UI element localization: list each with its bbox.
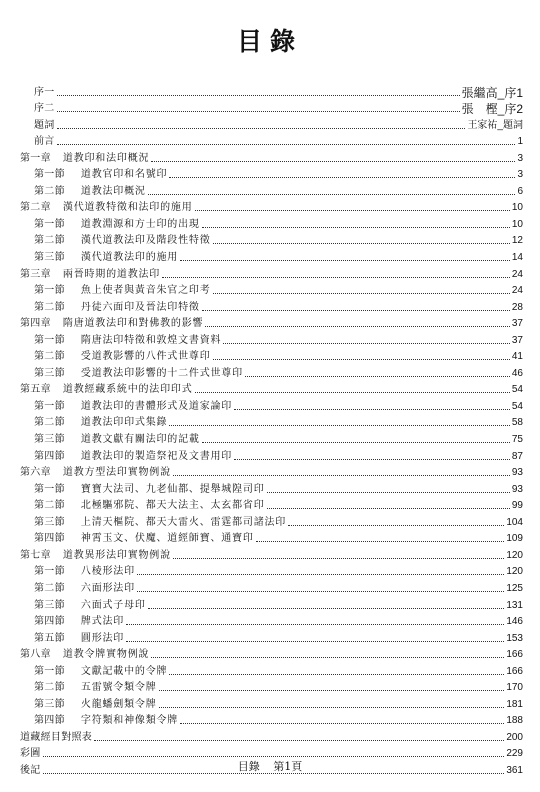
toc-entry-label: 第三節 [34,434,65,446]
toc-entry-title: 道教令牌實物例說 [62,649,150,661]
toc-chapter-entry[interactable] [20,380,523,397]
toc-dot-leader [195,391,510,393]
footer-section-label: 目錄 [237,760,260,773]
toc-section-entry[interactable] [20,711,523,728]
toc-entry-title: 道教法印印式集錄 [80,417,168,429]
toc-page-number: 93 [511,467,523,479]
toc-page-number: 146 [506,616,523,628]
toc-section-entry[interactable] [20,612,523,629]
toc-page-number: 37 [511,318,523,330]
toc-entry-title: 道教法印的書體形式及道家論印 [80,400,233,412]
toc-section-entry[interactable] [20,363,523,380]
toc-page-number: 24 [511,268,523,280]
toc-entry-label: 第五節 [34,632,65,644]
toc-page-number: 12 [511,235,523,247]
toc-section-entry[interactable] [20,165,523,182]
toc-page-number: 28 [511,301,523,313]
toc-page-number: 109 [506,533,523,545]
toc-page-number: 87 [511,450,523,462]
toc-page-number: 張 樫_序2 [461,102,523,117]
toc-dot-leader [213,358,510,360]
toc-dot-leader [267,507,510,509]
toc-entry-title: 牌式法印 [80,616,125,628]
toc-entry-title: 北極驅邪院、都天大法主、太玄都省印 [80,500,265,512]
toc-entry-label: 第四節 [34,616,65,628]
toc-entry-title: 道教方型法印實物例說 [62,467,171,479]
toc-dot-leader [213,242,510,244]
toc-entry-title: 道教經藏系統中的法印印式 [62,384,193,396]
toc-front-matter-entry[interactable] [20,132,523,149]
toc-page-number: 3 [517,169,523,181]
toc-page-number: 54 [511,384,523,396]
toc-entry-title: 道教印和法印概況 [62,152,150,164]
toc-page-number: 125 [506,582,523,594]
toc-dot-leader [57,94,460,96]
toc-page-number: 3 [517,152,523,164]
toc-entry-label: 第一節 [34,285,65,297]
toc-entry-label: 第一章 [20,152,51,164]
toc-dot-leader [159,706,505,708]
toc-entry-label: 第一節 [34,665,65,677]
toc-chapter-entry[interactable] [20,264,523,281]
toc-entry-title: 字符類和神像類令牌 [80,715,179,727]
toc-page-number: 46 [511,367,523,379]
toc-dot-leader [234,458,510,460]
toc-page-number: 200 [506,731,523,743]
toc-dot-leader [151,160,515,162]
toc-dot-leader [173,474,510,476]
toc-dot-leader [245,375,510,377]
toc-section-entry[interactable] [20,330,523,347]
toc-entry-label: 第四節 [34,450,65,462]
toc-entry-label: 第一節 [34,483,65,495]
toc-chapter-entry[interactable] [20,645,523,662]
toc-entry-label: 序二 [34,103,55,115]
toc-page-number: 93 [511,483,523,495]
toc-page-number: 170 [506,682,523,694]
toc-entry-title: 漢代道教法印及階段性特徵 [80,235,211,247]
toc-entry-title: 道教官印和名號印 [80,169,168,181]
toc-page-number: 王家祐_題詞 [467,119,523,131]
toc-section-entry[interactable] [20,281,523,298]
toc-dot-leader [213,292,510,294]
toc-entry-title: 道教淵源和方士印的出現 [80,218,200,230]
toc-entry-label: 第三節 [34,516,65,528]
toc-page-number: 188 [506,715,523,727]
toc-entry-label: 彩圖 [20,748,41,760]
toc-section-entry[interactable] [20,347,523,364]
toc-entry-title: 八棱形法印 [80,566,135,578]
toc-entry-label: 第四節 [34,533,65,545]
toc-entry-label: 第二節 [34,417,65,429]
toc-entry-label: 第七章 [20,549,51,561]
toc-dot-leader [57,143,516,145]
page-footer [0,758,540,774]
toc-entry-label: 第一節 [34,566,65,578]
toc-page-number: 6 [517,185,523,197]
toc-dot-leader [267,491,510,493]
toc-dot-leader [169,424,510,426]
toc-page-number: 14 [511,252,523,264]
toc-entry-label: 題詞 [34,119,55,131]
toc-page-number: 張繼高_序1 [461,85,523,100]
toc-entry-label: 第一節 [34,169,65,181]
toc-page-number: 75 [511,434,523,446]
toc-page-number: 181 [506,698,523,710]
toc-dot-leader [195,209,510,211]
table-of-contents [20,82,523,777]
toc-entry-label: 序一 [34,86,55,98]
toc-dot-leader [159,689,505,691]
toc-page-number: 10 [511,202,523,214]
toc-entry-label: 第二節 [34,500,65,512]
toc-section-entry[interactable] [20,231,523,248]
toc-entry-label: 第一節 [34,400,65,412]
toc-entry-title: 神霄玉文、伏魔、道經師寶、通寶印 [80,533,254,545]
toc-dot-leader [180,722,504,724]
toc-entry-label: 第二節 [34,682,65,694]
toc-page-number: 361 [506,764,523,776]
toc-entry-title: 道教異形法印實物例說 [62,549,171,561]
toc-section-entry[interactable] [20,446,523,463]
toc-page-number: 10 [511,218,523,230]
toc-page-number: 120 [506,549,523,561]
toc-entry-label: 前言 [34,136,55,148]
toc-dot-leader [126,623,504,625]
toc-section-entry[interactable] [20,678,523,695]
toc-section-entry[interactable] [20,512,523,529]
toc-dot-leader [94,739,504,741]
toc-entry-title: 六面形法印 [80,582,135,594]
toc-page-number: 166 [506,665,523,677]
toc-page-number: 153 [506,632,523,644]
toc-entry-title: 六面式子母印 [80,599,146,611]
page-title: 目錄 [236,27,303,56]
toc-dot-leader [202,226,510,228]
toc-section-entry[interactable] [20,578,523,595]
toc-entry-title: 隋唐法印特徵和敦煌文書資料 [80,334,222,346]
toc-section-entry[interactable] [20,496,523,513]
toc-dot-leader [169,176,515,178]
footer-page-number: 第1頁 [273,760,303,773]
toc-section-entry[interactable] [20,529,523,546]
toc-chapter-entry[interactable] [20,545,523,562]
toc-section-entry[interactable] [20,214,523,231]
toc-entry-title: 受道教影響的八件式世尊印 [80,351,211,363]
toc-dot-leader [137,590,504,592]
toc-section-entry[interactable] [20,181,523,198]
toc-entry-label: 第三節 [34,698,65,710]
toc-dot-leader [205,325,510,327]
toc-entry-title: 上清天樞院、都天大雷火、雷霆都司諸法印 [80,516,287,528]
toc-entry-title: 受道教法印影響的十二件式世尊印 [80,367,243,379]
toc-page-number: 99 [511,500,523,512]
toc-section-entry[interactable] [20,694,523,711]
toc-section-entry[interactable] [20,297,523,314]
toc-entry-title: 文獻記載中的令牌 [80,665,168,677]
toc-chapter-entry[interactable] [20,727,523,744]
toc-entry-title: 隋唐道教法印和對佛教的影響 [62,318,204,330]
toc-entry-label: 第二節 [34,301,65,313]
toc-entry-title: 丹徒六面印及晉法印特徵 [80,301,200,313]
toc-chapter-entry[interactable] [20,463,523,480]
toc-entry-label: 第二節 [34,235,65,247]
toc-dot-leader [162,276,510,278]
toc-chapter-entry[interactable] [20,148,523,165]
toc-section-entry[interactable] [20,396,523,413]
toc-entry-title: 魚上使者與黃音朱官之印考 [80,285,211,297]
toc-dot-leader [148,193,516,195]
toc-chapter-entry[interactable] [20,198,523,215]
toc-dot-leader [180,259,510,261]
toc-dot-leader [57,127,466,129]
toc-dot-leader [173,557,504,559]
toc-dot-leader [151,656,504,658]
toc-page-number: 58 [511,417,523,429]
toc-entry-title: 圓形法印 [80,632,125,644]
toc-entry-title: 道教法印的製造祭祀及文書用印 [80,450,233,462]
toc-entry-label: 第一節 [34,334,65,346]
toc-entry-label: 第三章 [20,268,51,280]
toc-dot-leader [137,573,504,575]
toc-page-number: 104 [506,516,523,528]
toc-entry-label: 第一節 [34,218,65,230]
toc-front-matter-entry[interactable] [20,99,523,116]
toc-entry-label: 第二節 [34,582,65,594]
toc-section-entry[interactable] [20,479,523,496]
toc-entry-title: 漢代道教特徵和法印的施用 [62,202,193,214]
toc-front-matter-entry[interactable] [20,115,523,132]
toc-section-entry[interactable] [20,429,523,446]
toc-section-entry[interactable] [20,247,523,264]
toc-page-number: 1 [517,136,523,148]
toc-dot-leader [126,640,504,642]
toc-dot-leader [202,441,510,443]
toc-entry-label: 第三節 [34,252,65,264]
toc-entry-label: 第八章 [20,649,51,661]
toc-entry-title: 寶寶大法司、九老仙都、提舉城隍司印 [80,483,265,495]
toc-dot-leader [288,524,504,526]
toc-entry-title: 道教法印概況 [80,185,146,197]
toc-page-number: 166 [506,649,523,661]
toc-entry-title: 火龍蟠劍類令牌 [80,698,157,710]
toc-section-entry[interactable] [20,562,523,579]
toc-dot-leader [148,607,505,609]
toc-section-entry[interactable] [20,661,523,678]
toc-section-entry[interactable] [20,413,523,430]
toc-entry-title: 五雷號令類令牌 [80,682,157,694]
toc-page-number: 229 [506,748,523,760]
toc-dot-leader [169,673,504,675]
toc-dot-leader [234,408,510,410]
toc-page-number: 131 [506,599,523,611]
toc-entry-label: 第二節 [34,185,65,197]
toc-entry-label: 第三節 [34,367,65,379]
toc-page-number: 54 [511,400,523,412]
toc-entry-label: 道藏經目對照表 [20,731,93,743]
toc-page-number: 41 [511,351,523,363]
toc-entry-label: 第四章 [20,318,51,330]
toc-entry-label: 第五章 [20,384,51,396]
toc-entry-label: 第六章 [20,467,51,479]
toc-page-number: 37 [511,334,523,346]
toc-dot-leader [223,342,510,344]
toc-entry-label: 第二節 [34,351,65,363]
toc-entry-title: 兩晉時期的道教法印 [62,268,161,280]
toc-entry-title: 道教文獻有關法印的記載 [80,434,200,446]
toc-dot-leader [256,540,505,542]
toc-chapter-entry[interactable] [20,314,523,331]
toc-entry-label: 後記 [20,764,41,776]
toc-dot-leader [57,110,460,112]
toc-front-matter-entry[interactable] [20,82,523,99]
toc-section-entry[interactable] [20,595,523,612]
toc-entry-label: 第四節 [34,715,65,727]
toc-page-number: 120 [506,566,523,578]
toc-page-number: 24 [511,285,523,297]
toc-entry-label: 第三節 [34,599,65,611]
toc-dot-leader [202,309,510,311]
toc-entry-title: 漢代道教法印的施用 [80,252,179,264]
toc-section-entry[interactable] [20,628,523,645]
toc-entry-label: 第二章 [20,202,51,214]
